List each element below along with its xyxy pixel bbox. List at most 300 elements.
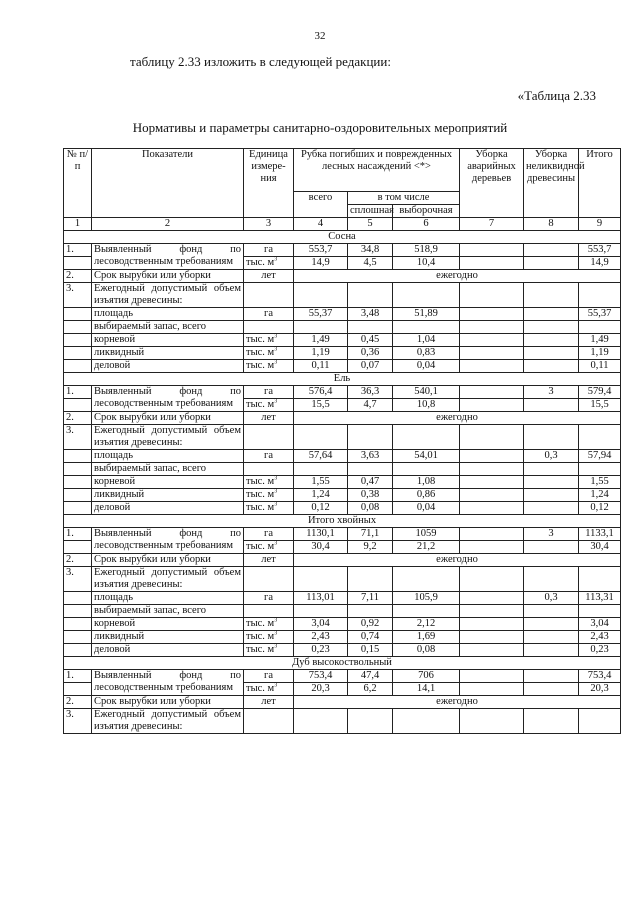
value-cell <box>524 308 579 321</box>
value-cell <box>460 502 524 515</box>
empty-cell <box>294 463 348 476</box>
value-cell <box>460 592 524 605</box>
value-cell <box>460 528 524 541</box>
empty-cell <box>348 321 393 334</box>
row-number: 2. <box>64 412 92 425</box>
empty-cell <box>460 425 524 450</box>
unit-cell: га <box>244 450 294 463</box>
empty-cell <box>524 605 579 618</box>
section-header: Дуб высокоствольный <box>64 657 621 670</box>
unit-exponent: 3 <box>274 256 278 263</box>
row-label-liquid: ликвидный <box>92 631 244 644</box>
empty-cell <box>393 425 460 450</box>
header-total: всего <box>294 192 348 218</box>
empty-cell <box>64 541 92 554</box>
row-number: 3. <box>64 709 92 734</box>
value-cell: 553,7 <box>294 244 348 257</box>
value-cell: 0,04 <box>393 502 460 515</box>
value-cell <box>460 244 524 257</box>
empty-cell <box>393 567 460 592</box>
value-cell: 0,23 <box>294 644 348 657</box>
empty-cell <box>64 502 92 515</box>
value-cell: 1,24 <box>294 489 348 502</box>
value-cell: 1,49 <box>294 334 348 347</box>
row-label-fund: Выявленный фонд по лесоводственным требованиям <box>92 386 244 412</box>
intro-text: таблицу 2.33 изложить в следующей редакции: <box>130 54 391 69</box>
empty-cell <box>524 425 579 450</box>
value-cell: 7,11 <box>348 592 393 605</box>
value-cell: 0,47 <box>348 476 393 489</box>
row-number: 1. <box>64 528 92 541</box>
value-cell <box>460 257 524 270</box>
value-cell <box>460 489 524 502</box>
unit-text: тыс. м <box>246 360 275 371</box>
header-incl: в том числе <box>348 192 460 205</box>
unit-text: тыс. м <box>246 631 275 642</box>
value-cell: 1,08 <box>393 476 460 489</box>
col-number: 1 <box>64 218 92 231</box>
value-cell: 576,4 <box>294 386 348 399</box>
value-cell: 2,43 <box>579 631 621 644</box>
yearly-cell: ежегодно <box>294 696 621 709</box>
value-cell <box>460 476 524 489</box>
empty-cell <box>579 283 621 308</box>
value-cell: 0,12 <box>294 502 348 515</box>
value-cell: 105,9 <box>393 592 460 605</box>
unit-exponent: 3 <box>274 643 278 650</box>
value-cell: 9,2 <box>348 541 393 554</box>
unit-text: тыс. м <box>246 618 275 629</box>
unit-cell <box>244 502 294 515</box>
empty-cell <box>524 463 579 476</box>
value-cell <box>524 489 579 502</box>
empty-cell <box>64 360 92 373</box>
row-number: 2. <box>64 696 92 709</box>
unit-cell <box>244 644 294 657</box>
unit-exponent: 3 <box>274 540 278 547</box>
value-cell: 57,94 <box>579 450 621 463</box>
row-label-term: Срок вырубки или уборки <box>92 696 244 709</box>
value-cell <box>524 347 579 360</box>
empty-cell <box>64 399 92 412</box>
value-cell: 0,11 <box>579 360 621 373</box>
empty-cell <box>460 283 524 308</box>
header-emergency: Уборка аварийных деревьев <box>460 149 524 218</box>
value-cell: 113,31 <box>579 592 621 605</box>
value-cell: 0,45 <box>348 334 393 347</box>
col-number: 8 <box>524 218 579 231</box>
value-cell: 3,04 <box>579 618 621 631</box>
value-cell <box>524 257 579 270</box>
header-sum: Итого <box>579 149 621 218</box>
empty-cell <box>64 321 92 334</box>
unit-text: тыс. м <box>246 644 275 655</box>
row-number: 3. <box>64 425 92 450</box>
value-cell: 55,37 <box>579 308 621 321</box>
unit-cell: лет <box>244 696 294 709</box>
yearly-cell: ежегодно <box>294 270 621 283</box>
empty-cell <box>244 567 294 592</box>
value-cell: 3,48 <box>348 308 393 321</box>
value-cell: 3,63 <box>348 450 393 463</box>
value-cell <box>524 618 579 631</box>
unit-text: тыс. м <box>246 334 275 345</box>
row-label-stock: выбираемый запас, всего <box>92 605 244 618</box>
unit-cell: га <box>244 670 294 683</box>
unit-cell <box>244 541 294 554</box>
unit-exponent: 3 <box>274 346 278 353</box>
value-cell <box>524 244 579 257</box>
value-cell <box>460 334 524 347</box>
value-cell <box>524 334 579 347</box>
yearly-cell: ежегодно <box>294 412 621 425</box>
value-cell: 553,7 <box>579 244 621 257</box>
section-header: Итого хвойных <box>64 515 621 528</box>
row-label-liquid: ликвидный <box>92 347 244 360</box>
value-cell: 20,3 <box>294 683 348 696</box>
value-cell: 1,49 <box>579 334 621 347</box>
unit-text: тыс. м <box>246 347 275 358</box>
table-title: Нормативы и параметры санитарно-оздоровительных мероприятий <box>132 120 508 135</box>
value-cell: 0,15 <box>348 644 393 657</box>
yearly-cell: ежегодно <box>294 554 621 567</box>
unit-cell: га <box>244 244 294 257</box>
unit-cell <box>244 618 294 631</box>
value-cell: 1130,1 <box>294 528 348 541</box>
value-cell <box>524 541 579 554</box>
row-number: 2. <box>64 270 92 283</box>
row-label-stock: выбираемый запас, всего <box>92 463 244 476</box>
value-cell <box>460 360 524 373</box>
unit-cell <box>244 399 294 412</box>
value-cell: 579,4 <box>579 386 621 399</box>
empty-cell <box>393 605 460 618</box>
value-cell: 540,1 <box>393 386 460 399</box>
value-cell: 2,12 <box>393 618 460 631</box>
empty-cell <box>348 425 393 450</box>
empty-cell <box>393 463 460 476</box>
value-cell: 0,92 <box>348 618 393 631</box>
value-cell <box>460 670 524 683</box>
unit-cell <box>244 360 294 373</box>
value-cell <box>460 399 524 412</box>
unit-cell: га <box>244 386 294 399</box>
row-label-fund: Выявленный фонд по лесоводственным требованиям <box>92 528 244 554</box>
value-cell: 10,4 <box>393 257 460 270</box>
unit-text: тыс. м <box>246 399 275 410</box>
empty-cell <box>244 709 294 734</box>
value-cell: 0,36 <box>348 347 393 360</box>
empty-cell <box>64 334 92 347</box>
unit-text: тыс. м <box>246 541 275 552</box>
row-label-liquid: ликвидный <box>92 489 244 502</box>
row-label-business: деловой <box>92 360 244 373</box>
header-num: № п/п <box>64 149 92 218</box>
empty-cell <box>579 605 621 618</box>
empty-cell <box>393 321 460 334</box>
row-label-fund: Выявленный фонд по лесоводственным требованиям <box>92 244 244 270</box>
empty-cell <box>294 321 348 334</box>
empty-cell <box>294 709 348 734</box>
empty-cell <box>294 425 348 450</box>
value-cell: 1,69 <box>393 631 460 644</box>
value-cell: 14,9 <box>579 257 621 270</box>
section-header: Сосна <box>64 231 621 244</box>
value-cell: 14,1 <box>393 683 460 696</box>
value-cell: 14,9 <box>294 257 348 270</box>
unit-cell: га <box>244 592 294 605</box>
value-cell: 0,08 <box>348 502 393 515</box>
row-number: 2. <box>64 554 92 567</box>
header-selective: выборочная <box>393 205 460 218</box>
value-cell: 0,08 <box>393 644 460 657</box>
value-cell <box>460 450 524 463</box>
value-cell: 54,01 <box>393 450 460 463</box>
value-cell: 30,4 <box>294 541 348 554</box>
empty-cell <box>294 283 348 308</box>
value-cell: 30,4 <box>579 541 621 554</box>
row-number: 1. <box>64 670 92 683</box>
unit-cell <box>244 683 294 696</box>
row-label-term: Срок вырубки или уборки <box>92 270 244 283</box>
col-number: 4 <box>294 218 348 231</box>
value-cell: 4,5 <box>348 257 393 270</box>
empty-cell <box>64 450 92 463</box>
table-reference: «Таблица 2.33 <box>517 88 596 103</box>
value-cell: 2,43 <box>294 631 348 644</box>
value-cell: 47,4 <box>348 670 393 683</box>
value-cell <box>524 476 579 489</box>
row-label-area: площадь <box>92 450 244 463</box>
value-cell: 0,74 <box>348 631 393 644</box>
empty-cell <box>348 567 393 592</box>
unit-cell: лет <box>244 554 294 567</box>
value-cell: 0,04 <box>393 360 460 373</box>
value-cell: 1,55 <box>579 476 621 489</box>
col-number: 9 <box>579 218 621 231</box>
row-label-business: деловой <box>92 502 244 515</box>
empty-cell <box>579 463 621 476</box>
row-label-business: деловой <box>92 644 244 657</box>
empty-cell <box>579 321 621 334</box>
value-cell: 34,8 <box>348 244 393 257</box>
table-body <box>64 231 621 734</box>
empty-cell <box>64 347 92 360</box>
value-cell: 0,86 <box>393 489 460 502</box>
empty-cell <box>244 283 294 308</box>
value-cell: 0,38 <box>348 489 393 502</box>
empty-cell <box>64 308 92 321</box>
unit-cell: га <box>244 528 294 541</box>
value-cell <box>524 631 579 644</box>
value-cell: 4,7 <box>348 399 393 412</box>
unit-exponent: 3 <box>274 630 278 637</box>
unit-exponent: 3 <box>274 501 278 508</box>
value-cell <box>524 502 579 515</box>
empty-cell <box>64 476 92 489</box>
unit-exponent: 3 <box>274 488 278 495</box>
section-header: Ель <box>64 373 621 386</box>
unit-exponent: 3 <box>274 682 278 689</box>
unit-cell: лет <box>244 270 294 283</box>
unit-text: тыс. м <box>246 489 275 500</box>
value-cell: 1,55 <box>294 476 348 489</box>
row-number: 3. <box>64 283 92 308</box>
value-cell: 15,5 <box>294 399 348 412</box>
value-cell <box>460 386 524 399</box>
row-label-area: площадь <box>92 592 244 605</box>
value-cell <box>524 683 579 696</box>
empty-cell <box>579 425 621 450</box>
value-cell <box>460 308 524 321</box>
unit-text: тыс. м <box>246 683 275 694</box>
norms-table <box>63 148 621 734</box>
value-cell: 518,9 <box>393 244 460 257</box>
unit-cell <box>244 334 294 347</box>
unit-exponent: 3 <box>274 333 278 340</box>
empty-cell <box>294 605 348 618</box>
row-label-fund: Выявленный фонд по лесоводственным требованиям <box>92 670 244 696</box>
row-label-area: площадь <box>92 308 244 321</box>
empty-cell <box>524 567 579 592</box>
empty-cell <box>460 463 524 476</box>
empty-cell <box>460 321 524 334</box>
empty-cell <box>64 605 92 618</box>
value-cell: 0,3 <box>524 592 579 605</box>
value-cell: 36,3 <box>348 386 393 399</box>
row-label-stock: выбираемый запас, всего <box>92 321 244 334</box>
value-cell: 3 <box>524 528 579 541</box>
value-cell <box>524 360 579 373</box>
value-cell: 753,4 <box>579 670 621 683</box>
value-cell: 51,89 <box>393 308 460 321</box>
unit-cell: лет <box>244 412 294 425</box>
value-cell <box>524 670 579 683</box>
value-cell <box>460 541 524 554</box>
unit-text: тыс. м <box>246 476 275 487</box>
unit-exponent: 3 <box>274 617 278 624</box>
empty-cell <box>348 605 393 618</box>
col-number: 7 <box>460 218 524 231</box>
value-cell: 57,64 <box>294 450 348 463</box>
row-number: 1. <box>64 244 92 257</box>
value-cell <box>460 631 524 644</box>
row-label-annual: Ежегодный допустимый объем изъятия древесины: <box>92 567 244 592</box>
value-cell: 0,07 <box>348 360 393 373</box>
header-unit: Единица измере-ния <box>244 149 294 218</box>
value-cell: 21,2 <box>393 541 460 554</box>
header-indicator: Показатели <box>92 149 244 218</box>
row-label-term: Срок вырубки или уборки <box>92 412 244 425</box>
value-cell: 55,37 <box>294 308 348 321</box>
value-cell: 1,24 <box>579 489 621 502</box>
value-cell <box>460 683 524 696</box>
empty-cell <box>524 321 579 334</box>
unit-cell <box>244 347 294 360</box>
row-number: 3. <box>64 567 92 592</box>
value-cell <box>524 399 579 412</box>
empty-cell <box>348 463 393 476</box>
empty-cell <box>64 489 92 502</box>
value-cell: 706 <box>393 670 460 683</box>
value-cell <box>524 644 579 657</box>
value-cell: 10,8 <box>393 399 460 412</box>
header-solid: сплошная <box>348 205 393 218</box>
header-illiquid: Уборка неликвидной древесины <box>524 149 579 218</box>
empty-cell <box>64 463 92 476</box>
empty-cell <box>393 283 460 308</box>
unit-cell <box>244 631 294 644</box>
empty-cell <box>579 567 621 592</box>
value-cell: 0,83 <box>393 347 460 360</box>
page-number: 32 <box>314 30 326 42</box>
header-felling: Рубка погибших и поврежденных лесных насаждений <*> <box>294 149 460 192</box>
empty-cell <box>64 618 92 631</box>
empty-cell <box>64 592 92 605</box>
row-label-root: корневой <box>92 476 244 489</box>
unit-cell: га <box>244 308 294 321</box>
unit-cell <box>244 489 294 502</box>
value-cell: 0,11 <box>294 360 348 373</box>
value-cell <box>460 644 524 657</box>
col-number: 6 <box>393 218 460 231</box>
row-label-annual: Ежегодный допустимый объем изъятия древесины: <box>92 283 244 308</box>
row-label-root: корневой <box>92 618 244 631</box>
empty-cell <box>244 321 294 334</box>
value-cell: 6,2 <box>348 683 393 696</box>
empty-cell <box>460 567 524 592</box>
empty-cell <box>64 683 92 696</box>
unit-cell <box>244 257 294 270</box>
col-number: 3 <box>244 218 294 231</box>
value-cell: 0,3 <box>524 450 579 463</box>
col-number: 5 <box>348 218 393 231</box>
unit-exponent: 3 <box>274 398 278 405</box>
col-number: 2 <box>92 218 244 231</box>
empty-cell <box>64 644 92 657</box>
unit-cell <box>244 476 294 489</box>
row-label-root: корневой <box>92 334 244 347</box>
empty-cell <box>393 709 460 734</box>
empty-cell <box>460 605 524 618</box>
value-cell: 1059 <box>393 528 460 541</box>
value-cell: 1,19 <box>294 347 348 360</box>
value-cell: 1,04 <box>393 334 460 347</box>
empty-cell <box>460 709 524 734</box>
empty-cell <box>64 257 92 270</box>
empty-cell <box>348 709 393 734</box>
empty-cell <box>579 709 621 734</box>
row-label-annual: Ежегодный допустимый объем изъятия древесины: <box>92 709 244 734</box>
row-label-annual: Ежегодный допустимый объем изъятия древесины: <box>92 425 244 450</box>
row-number: 1. <box>64 386 92 399</box>
value-cell: 1133,1 <box>579 528 621 541</box>
empty-cell <box>244 605 294 618</box>
value-cell: 20,3 <box>579 683 621 696</box>
value-cell: 0,23 <box>579 644 621 657</box>
empty-cell <box>294 567 348 592</box>
value-cell: 15,5 <box>579 399 621 412</box>
empty-cell <box>244 463 294 476</box>
value-cell: 1,19 <box>579 347 621 360</box>
value-cell: 113,01 <box>294 592 348 605</box>
value-cell <box>460 347 524 360</box>
empty-cell <box>64 631 92 644</box>
empty-cell <box>524 283 579 308</box>
empty-cell <box>524 709 579 734</box>
unit-exponent: 3 <box>274 359 278 366</box>
value-cell <box>460 618 524 631</box>
